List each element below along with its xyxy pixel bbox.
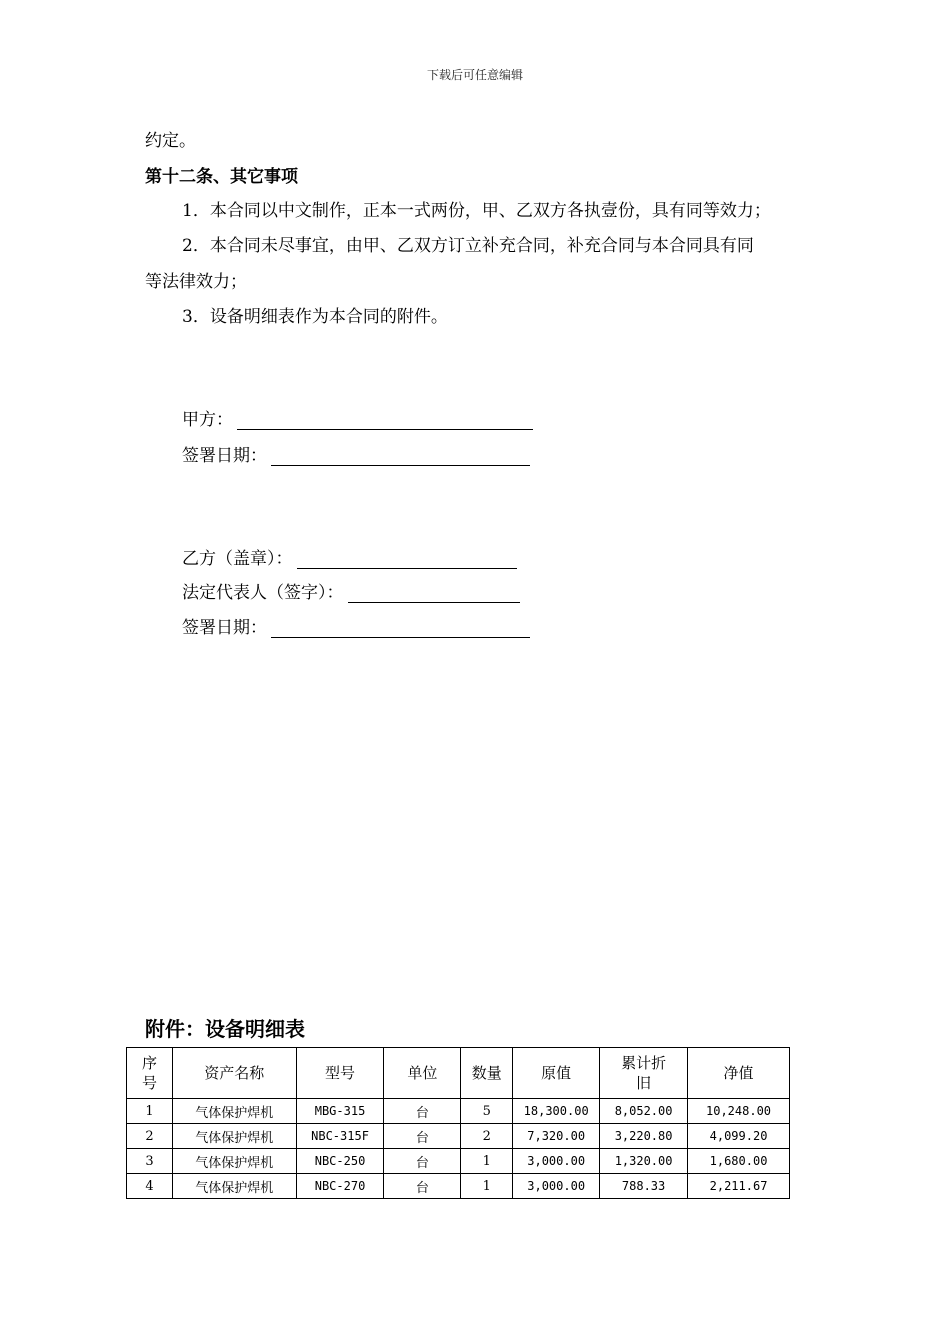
cell-net: 4,099.20	[688, 1124, 790, 1149]
party-a-date	[182, 441, 530, 466]
party-b-label: 乙方（盖章）：	[182, 549, 293, 569]
continued-text: 约定。	[145, 131, 196, 151]
date-b-blank[interactable]	[271, 619, 530, 638]
col-header-net: 净值	[688, 1048, 790, 1099]
clause-item-2-line-1: 2．本合同未尽事宜，由甲、乙双方订立补充合同，补充合同与本合同具有同	[182, 236, 754, 256]
cell-seq: 3	[127, 1149, 173, 1174]
cell-unit: 台	[384, 1099, 461, 1124]
cell-original: 3,000.00	[513, 1149, 600, 1174]
cell-unit: 台	[384, 1124, 461, 1149]
cell-net: 2,211.67	[688, 1174, 790, 1199]
table-row	[127, 1099, 790, 1124]
col-header-qty: 数量	[461, 1048, 513, 1099]
col-header-model: 型号	[296, 1048, 384, 1099]
legal-rep-signature	[182, 578, 520, 603]
cell-net: 10,248.00	[688, 1099, 790, 1124]
cell-model: NBC-250	[296, 1149, 384, 1174]
appendix-title: 附件：设备明细表	[145, 1017, 305, 1041]
cell-name: 气体保护焊机	[172, 1124, 296, 1149]
cell-depreciation: 788.33	[600, 1174, 688, 1199]
article-title: 第十二条、其它事项	[145, 167, 298, 187]
table-row	[127, 1174, 790, 1199]
cell-depreciation: 1,320.00	[600, 1149, 688, 1174]
legal-rep-label: 法定代表人（签字）：	[182, 583, 344, 603]
col-header-name: 资产名称	[172, 1048, 296, 1099]
equipment-table	[126, 1047, 790, 1199]
legal-rep-blank[interactable]	[348, 584, 520, 603]
cell-seq: 2	[127, 1124, 173, 1149]
cell-original: 18,300.00	[513, 1099, 600, 1124]
party-a-label: 甲方：	[182, 410, 233, 430]
col-header-unit: 单位	[384, 1048, 461, 1099]
cell-qty: 5	[461, 1099, 513, 1124]
clause-item-1: 1．本合同以中文制作，正本一式两份，甲、乙双方各执壹份，具有同等效力；	[182, 201, 771, 221]
cell-depreciation: 3,220.80	[600, 1124, 688, 1149]
col-header-seq: 序 号	[127, 1048, 173, 1099]
cell-name: 气体保护焊机	[172, 1099, 296, 1124]
cell-original: 3,000.00	[513, 1174, 600, 1199]
date-a-label: 签署日期：	[182, 446, 267, 466]
cell-qty: 1	[461, 1174, 513, 1199]
clause-item-3: 3．设备明细表作为本合同的附件。	[182, 307, 448, 327]
party-a-signature	[182, 405, 533, 430]
cell-depreciation: 8,052.00	[600, 1099, 688, 1124]
table-header-row	[127, 1048, 790, 1099]
cell-net: 1,680.00	[688, 1149, 790, 1174]
table-row	[127, 1124, 790, 1149]
party-b-signature	[182, 544, 517, 569]
page-header-note: 下载后可任意编辑	[426, 68, 523, 82]
party-a-blank[interactable]	[237, 411, 533, 430]
clause-item-2-line-2: 等法律效力；	[145, 272, 247, 292]
cell-model: NBC-315F	[296, 1124, 384, 1149]
cell-original: 7,320.00	[513, 1124, 600, 1149]
cell-seq: 4	[127, 1174, 173, 1199]
col-header-depreciation: 累计折 旧	[600, 1048, 688, 1099]
cell-name: 气体保护焊机	[172, 1149, 296, 1174]
cell-seq: 1	[127, 1099, 173, 1124]
date-a-blank[interactable]	[271, 447, 530, 466]
cell-qty: 2	[461, 1124, 513, 1149]
cell-model: NBC-270	[296, 1174, 384, 1199]
cell-unit: 台	[384, 1174, 461, 1199]
cell-unit: 台	[384, 1149, 461, 1174]
table-row	[127, 1149, 790, 1174]
party-b-blank[interactable]	[297, 550, 517, 569]
date-b-label: 签署日期：	[182, 618, 267, 638]
cell-qty: 1	[461, 1149, 513, 1174]
col-header-original: 原值	[513, 1048, 600, 1099]
cell-model: MBG-315	[296, 1099, 384, 1124]
party-b-date	[182, 613, 530, 638]
cell-name: 气体保护焊机	[172, 1174, 296, 1199]
